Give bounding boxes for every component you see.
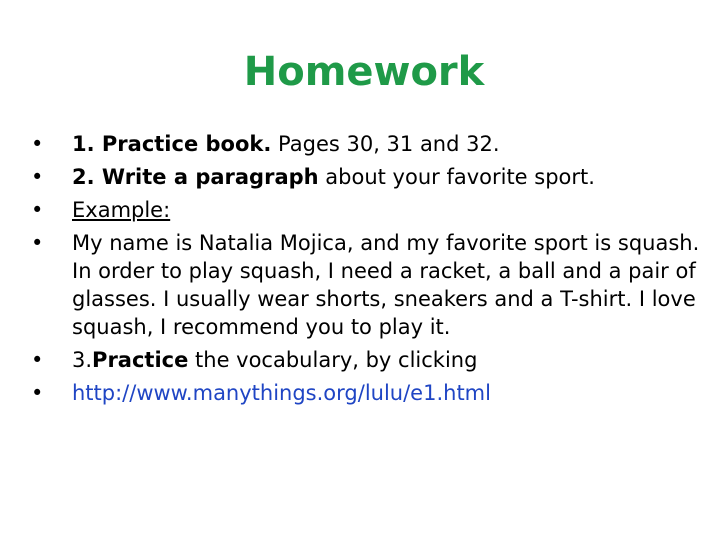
bullet-example [28, 196, 718, 224]
bullet-dot-icon: • [31, 198, 44, 222]
bullet-example-paragraph [28, 229, 718, 341]
bullet-prefix: 3. [72, 348, 93, 372]
bullet-underlined-text: Example: [72, 198, 171, 222]
bullet-text: Pages 30, 31 and 32. [271, 132, 500, 156]
bullet-list [28, 130, 718, 412]
bullet-dot-icon: • [31, 348, 44, 372]
bullet-text: the vocabulary, by clicking [188, 348, 478, 372]
bullet-practice-book [28, 130, 718, 158]
bullet-bold-text: Practice [92, 348, 189, 372]
vocabulary-link[interactable]: http://www.manythings.org/lulu/e1.html [72, 381, 491, 405]
bullet-write-paragraph [28, 163, 718, 191]
bullet-dot-icon: • [31, 132, 44, 156]
bullet-text: My name is Natalia Mojica, and my favorite sport is squash. In order to play squash, I need a racket, a ball and a pair of glasses. I usually wear shorts, sneakers and a T-shirt. I love squash, I recommend you to play it. [72, 231, 700, 339]
bullet-dot-icon: • [31, 165, 44, 189]
bullet-dot-icon: • [31, 231, 44, 255]
bullet-link [28, 379, 718, 407]
bullet-text: about your favorite sport. [318, 165, 595, 189]
bullet-bold-text: 1. Practice book. [72, 132, 272, 156]
bullet-practice-vocabulary [28, 346, 718, 374]
slide-title: Homework [243, 49, 485, 95]
bullet-dot-icon: • [31, 381, 44, 405]
bullet-bold-text: 2. Write a paragraph [72, 165, 319, 189]
